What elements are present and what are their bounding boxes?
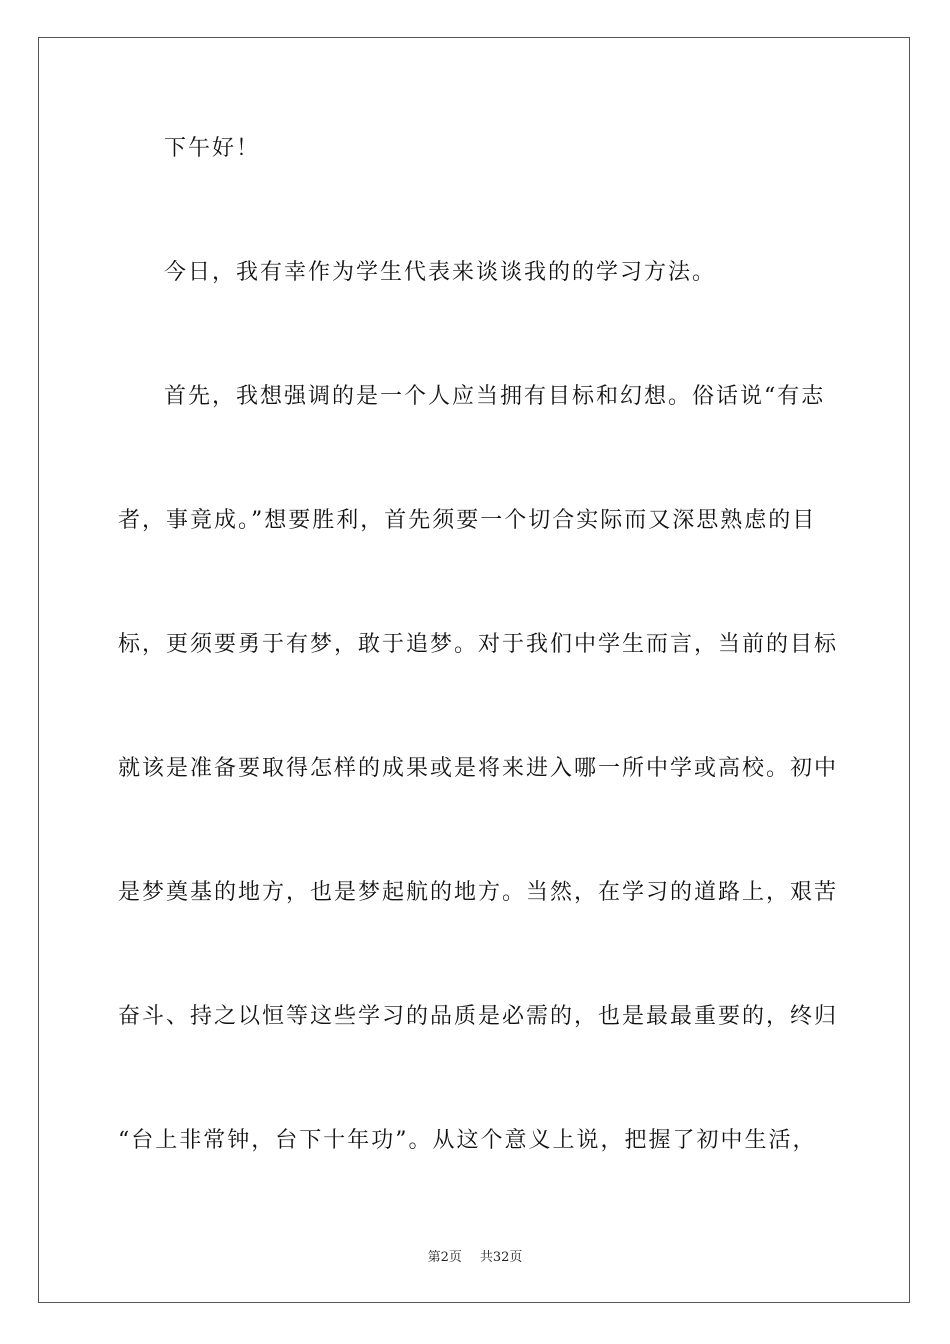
paragraph-line: 就该是准备要取得怎样的成果或是将来进入哪一所中学或高校。初中 [118,756,839,781]
page-number: 第2页 [427,1250,462,1265]
paragraph-line: 者，事竟成。”想要胜利，首先须要一个切合实际而又深思熟虑的目 [118,508,817,533]
document-body [118,118,839,1234]
paragraph-line: “台上非常钟，台下十年功”。从这个意义上说，把握了初中生活， [118,1128,817,1153]
paragraph-line: 标，更须要勇于有梦，敢于追梦。对于我们中学生而言，当前的目标 [118,632,839,657]
paragraph-line: 今日，我有幸作为学生代表来谈谈我的的学习方法。 [164,260,717,285]
page-total: 共32页 [479,1250,523,1265]
page-footer [0,1246,950,1265]
paragraph-line: 首先，我想强调的是一个人应当拥有目标和幻想。俗话说“有志 [164,384,826,409]
paragraph-line: 奋斗、持之以恒等这些学习的品质是必需的，也是最最重要的，终归 [118,1004,839,1029]
paragraph-line: 下午好！ [164,136,261,161]
paragraph-line: 是梦奠基的地方，也是梦起航的地方。当然，在学习的道路上，艰苦 [118,880,839,905]
